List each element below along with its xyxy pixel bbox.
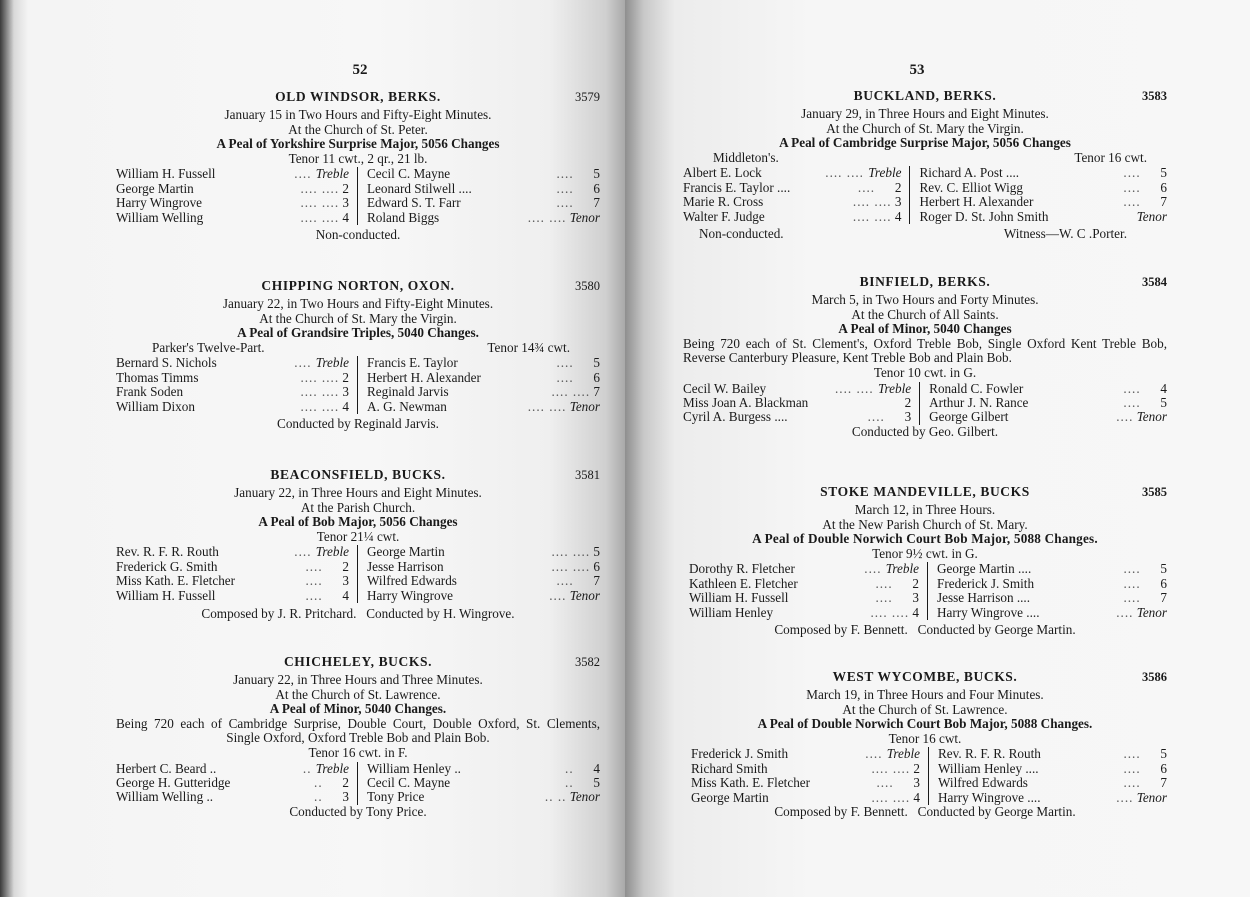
peal-number: 3582 — [575, 655, 600, 669]
ringer-row: A. G. Newman .... .... Tenor — [367, 398, 600, 414]
ringer-row: Frederick J. Smith .... Treble — [691, 746, 920, 762]
ringer-row: Jesse Harrison .... .... 6 — [367, 558, 600, 574]
peal-method: A Peal of Grandsire Triples, 5040 Changes. — [237, 325, 479, 341]
ringer-row: Edward S. T. Farr .... 7 — [367, 195, 600, 211]
peal-method: A Peal of Cambridge Surprise Major, 5056 Changes — [779, 135, 1071, 151]
peal-date: March 5, in Two Hours and Forty Minutes. — [811, 292, 1039, 307]
ringer-row: Albert E. Lock .... .... Treble — [683, 165, 902, 181]
ringer-row: George Martin .... .... 5 — [367, 544, 600, 560]
peal-record — [116, 279, 600, 432]
peal-title: OLD WINDSOR, BERKS. — [275, 89, 441, 104]
right-page — [625, 0, 1250, 897]
peal-number: 3583 — [1142, 89, 1167, 103]
peal-church: At the Church of St. Peter. — [288, 121, 428, 137]
ringer-row: Thomas Timms .... .... 2 — [116, 369, 349, 385]
ringer-row: Leonard Stilwell .... .... 6 — [367, 180, 600, 196]
peal-record — [683, 485, 1167, 638]
ringer-row: William Welling .... .... 4 — [116, 209, 349, 225]
peal-method: A Peal of Yorkshire Surprise Major, 5056 Changes — [216, 136, 500, 152]
ringer-row: Harry Wingrove .... .... 3 — [116, 195, 349, 211]
ringer-row: Cecil C. Mayne .. 5 — [367, 774, 600, 790]
peal-record — [116, 468, 600, 622]
ringer-row: Rev. R. F. R. Routh .... 5 — [938, 746, 1167, 762]
peal-description: Being 720 each of St. Clement's, Oxford Treble Bob, Single Oxford Kent Treble Bob, Reverse Canterbury Pleasure, Kent Treble Bob and Plain Bob. — [683, 335, 1167, 366]
page-number: 52 — [352, 62, 368, 78]
peal-date: January 22, in Three Hours and Eight Minutes. — [234, 485, 482, 500]
band-table — [116, 545, 600, 603]
peal-date: January 22, in Three Hours and Three Minutes. — [233, 672, 483, 687]
ringer-row: Harry Wingrove .... .... Tenor — [937, 604, 1167, 620]
peal-footer: Composed by F. Bennett. Conducted by George Martin. — [774, 621, 1076, 637]
ringer-row: George H. Gutteridge .. 2 — [116, 774, 349, 790]
ringer-row: Harry Wingrove .... .... Tenor — [938, 789, 1167, 805]
peal-number: 3586 — [1142, 670, 1167, 684]
peal-footer: Conducted by Geo. Gilbert. — [851, 423, 999, 439]
peal-number: 3579 — [575, 90, 600, 104]
ringer-row: William Dixon .... .... 4 — [116, 398, 349, 414]
peal-record — [116, 90, 600, 243]
ringer-row: William Henley .... .... 4 — [689, 604, 919, 620]
ringer-row: Marie R. Cross .... .... 3 — [683, 194, 902, 210]
band-table — [116, 167, 600, 225]
peal-composition: Parker's Twelve-Part. — [152, 339, 265, 355]
ringer-row: Richard Smith .... .... 2 — [691, 760, 920, 776]
ringer-row: Wilfred Edwards .... 7 — [367, 573, 600, 589]
peal-method: A Peal of Minor, 5040 Changes — [838, 321, 1012, 337]
peal-tenor: Tenor 11 cwt., 2 qr., 21 lb. — [288, 150, 428, 166]
ringer-row: Arthur J. N. Rance .... 5 — [929, 394, 1167, 410]
peal-number: 3581 — [575, 468, 600, 482]
ringer-row: George Martin .... .... 5 — [937, 561, 1167, 577]
ringer-row: William H. Fussell .... 3 — [689, 590, 919, 606]
peal-title: WEST WYCOMBE, BUCKS. — [832, 669, 1018, 684]
ringer-row: Roland Biggs .... .... Tenor — [367, 209, 600, 225]
ringer-row: Walter F. Judge .... .... 4 — [683, 208, 902, 224]
ringer-row: Miss Joan A. Blackman 2 — [683, 394, 912, 410]
peal-title: BINFIELD, BERKS. — [859, 274, 991, 289]
ringer-row: George Gilbert .... Tenor — [929, 409, 1167, 425]
band-table — [116, 762, 600, 805]
ringer-row: Miss Kath. E. Fletcher .... 3 — [116, 573, 349, 589]
peal-tenor: Tenor 21¼ cwt. — [316, 528, 400, 544]
peal-footer: Conducted by Reginald Jarvis. — [277, 415, 439, 431]
peal-footer: Composed by J. R. Pritchard. Conducted by H. Wingrove. — [201, 605, 515, 621]
page-number: 53 — [909, 62, 925, 78]
ringer-row: Miss Kath. E. Fletcher .... 3 — [691, 775, 920, 791]
peal-church: At the New Parish Church of St. Mary. — [822, 516, 1028, 532]
band-table — [683, 382, 1167, 425]
peal-tenor: Tenor 16 cwt. — [888, 730, 962, 746]
peal-church: At the Church of St. Mary the Virgin. — [259, 310, 457, 326]
peal-tenor: Tenor 16 cwt. in F. — [308, 744, 408, 760]
ringer-row: Cyril A. Burgess .... .... 3 — [683, 409, 912, 425]
ringer-row: Rev. R. F. R. Routh .... Treble — [116, 544, 349, 560]
peal-date: January 22, in Two Hours and Fifty-Eight Minutes. — [222, 296, 494, 311]
ringer-row: William H. Fussell .... 4 — [116, 587, 349, 603]
peal-title: CHICHELEY, BUCKS. — [283, 654, 433, 669]
band-table — [116, 356, 600, 414]
ringer-row: Francis E. Taylor .... .... 2 — [683, 179, 902, 195]
peal-tenor: Tenor 10 cwt. in G. — [873, 364, 977, 380]
peal-title: BEACONSFIELD, BUCKS. — [270, 467, 446, 482]
ringer-row: William H. Fussell .... Treble — [116, 166, 349, 182]
peal-footer: Non-conducted. — [699, 225, 784, 241]
ringer-row: Frank Soden .... .... 3 — [116, 384, 349, 400]
peal-record — [683, 275, 1167, 439]
peal-method: A Peal of Double Norwich Court Bob Major, 5088 Changes. — [752, 531, 1098, 547]
peal-church: At the Church of All Saints. — [851, 306, 999, 322]
ringer-row: Kathleen E. Fletcher .... 2 — [689, 575, 919, 591]
ringer-row: Ronald C. Fowler .... 4 — [929, 380, 1167, 396]
ringer-row: Bernard S. Nichols .... Treble — [116, 355, 349, 371]
ringer-row: Frederick J. Smith .... 6 — [937, 575, 1167, 591]
peal-record — [116, 655, 600, 819]
peal-date: January 15 in Two Hours and Fifty-Eight Minutes. — [224, 107, 492, 122]
ringer-row: Cecil W. Bailey .... .... Treble — [683, 380, 912, 396]
peal-number: 3584 — [1142, 275, 1167, 289]
peal-method: A Peal of Double Norwich Court Bob Major, 5088 Changes. — [757, 716, 1093, 732]
peal-title: BUCKLAND, BERKS. — [853, 88, 997, 103]
ringer-row: Rev. C. Elliot Wigg .... 6 — [919, 179, 1167, 195]
ringer-row: Reginald Jarvis .... .... 7 — [367, 384, 600, 400]
ringer-row: Wilfred Edwards .... 7 — [938, 775, 1167, 791]
peal-method: A Peal of Bob Major, 5056 Changes — [258, 514, 458, 530]
peal-date: March 12, in Three Hours. — [854, 502, 996, 517]
peal-title: CHIPPING NORTON, OXON. — [261, 278, 455, 293]
peal-tenor: Tenor 16 cwt. — [1074, 149, 1147, 165]
ringer-row: Harry Wingrove .... Tenor — [367, 587, 600, 603]
peal-witness: Witness—W. C .Porter. — [1003, 225, 1127, 241]
peal-tenor: Tenor 14¾ cwt. — [487, 339, 570, 355]
ringer-row: Francis E. Taylor .... 5 — [367, 355, 600, 371]
ringer-row: Dorothy R. Fletcher .... Treble — [689, 561, 919, 577]
ringer-row: Cecil C. Mayne .... 5 — [367, 166, 600, 182]
band-table — [683, 747, 1167, 805]
ringer-row: Roger D. St. John Smith Tenor — [919, 208, 1167, 224]
peal-footer: Composed by F. Bennett. Conducted by George Martin. — [774, 803, 1076, 819]
ringer-row: Herbert H. Alexander .... 6 — [367, 369, 600, 385]
ringer-row: William Welling .. .. 3 — [116, 789, 349, 805]
ringer-row: William Henley .. .. 4 — [367, 760, 600, 776]
peal-church: At the Church of St. Mary the Virgin. — [826, 120, 1024, 136]
ringer-row: William Henley .... .... 6 — [938, 760, 1167, 776]
peal-method: A Peal of Minor, 5040 Changes. — [269, 701, 447, 717]
peal-record — [683, 670, 1167, 820]
peal-tenor: Tenor 9½ cwt. in G. — [872, 545, 978, 561]
ringer-row: Herbert C. Beard .. .. Treble — [116, 760, 349, 776]
peal-church: At the Church of St. Lawrence. — [275, 686, 441, 702]
peal-description: Being 720 each of Cambridge Surprise, Double Court, Double Oxford, St. Clements, Single Oxford, Oxford Treble Bob and Plain Bob. — [116, 715, 600, 746]
peal-number: 3585 — [1142, 485, 1167, 499]
peal-title: STOKE MANDEVILLE, BUCKS — [820, 484, 1030, 499]
peal-record — [683, 89, 1167, 242]
ringer-row: Herbert H. Alexander .... 7 — [919, 194, 1167, 210]
band-table — [683, 166, 1167, 224]
ringer-row: Tony Price .. .. Tenor — [367, 789, 600, 805]
ringer-row: George Martin .... .... 4 — [691, 789, 920, 805]
ringer-row: Richard A. Post .... .... 5 — [919, 165, 1167, 181]
band-table — [683, 562, 1167, 620]
peal-composition: Middleton's. — [713, 149, 779, 165]
peal-number: 3580 — [575, 279, 600, 293]
ringer-row: Jesse Harrison .... .... 7 — [937, 590, 1167, 606]
ringer-row: Frederick G. Smith .... 2 — [116, 558, 349, 574]
ringer-row: George Martin .... .... 2 — [116, 180, 349, 196]
peal-church: At the Parish Church. — [300, 499, 416, 515]
peal-date: March 19, in Three Hours and Four Minutes. — [806, 687, 1044, 702]
peal-church: At the Church of St. Lawrence. — [842, 701, 1008, 717]
peal-footer: Non-conducted. — [315, 226, 401, 242]
peal-date: January 29, in Three Hours and Eight Minutes. — [801, 106, 1049, 121]
peal-footer: Conducted by Tony Price. — [289, 803, 427, 819]
